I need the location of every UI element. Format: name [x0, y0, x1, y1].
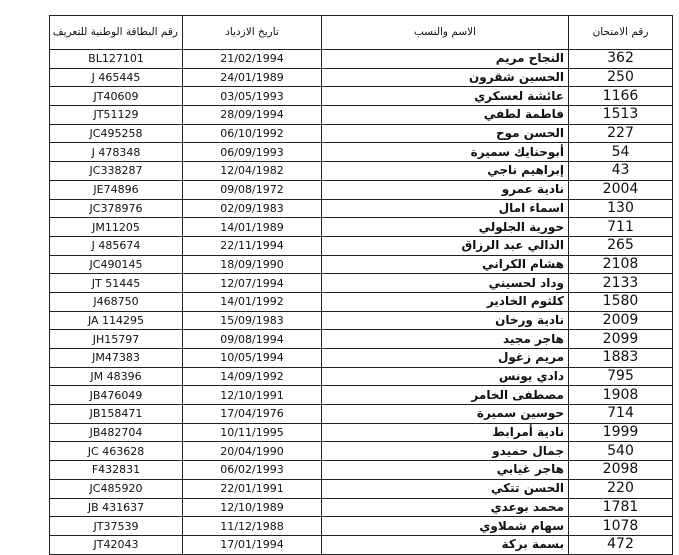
name-cell: حورية الجلولي [322, 218, 569, 237]
exam-number-cell: 714 [569, 405, 673, 424]
table-row [50, 218, 673, 237]
birth-date-cell: 28/09/1994 [183, 106, 322, 125]
table-row [50, 349, 673, 368]
id-card-cell: JC 463628 [50, 442, 183, 461]
exam-number-cell: 362 [569, 50, 673, 69]
id-card-cell: JT51129 [50, 106, 183, 125]
exam-number-cell: 540 [569, 442, 673, 461]
id-card-cell: JT40609 [50, 87, 183, 106]
birth-date-cell: 06/10/1992 [183, 124, 322, 143]
exam-number-cell: 2098 [569, 461, 673, 480]
id-card-cell: JC485920 [50, 479, 183, 498]
id-card-cell: BL127101 [50, 50, 183, 69]
id-card-cell: JB476049 [50, 386, 183, 405]
birth-date-cell: 17/04/1976 [183, 405, 322, 424]
id-card-cell: JB482704 [50, 423, 183, 442]
name-cell: عائشة لعسكري [322, 87, 569, 106]
id-card-cell: J 485674 [50, 236, 183, 255]
name-cell: الدالي عبد الرزاق [322, 236, 569, 255]
table-row [50, 330, 673, 349]
table-row [50, 162, 673, 181]
id-card-cell: JC490145 [50, 255, 183, 274]
id-card-cell: JM 48396 [50, 367, 183, 386]
name-cell: كلثوم الخادير [322, 292, 569, 311]
candidates-table [49, 15, 673, 555]
exam-number-cell: 2133 [569, 274, 673, 293]
name-cell: هشام الكراني [322, 255, 569, 274]
id-card-cell: F432831 [50, 461, 183, 480]
birth-date-cell: 12/07/1994 [183, 274, 322, 293]
exam-number-cell: 472 [569, 535, 673, 554]
id-card-cell: JC338287 [50, 162, 183, 181]
id-card-cell: JM11205 [50, 218, 183, 237]
exam-number-cell: 227 [569, 124, 673, 143]
header-exam-number: رقم الامتحان [569, 16, 673, 50]
birth-date-cell: 14/09/1992 [183, 367, 322, 386]
exam-number-cell: 1883 [569, 349, 673, 368]
birth-date-cell: 10/05/1994 [183, 349, 322, 368]
name-cell: هاجر غيابي [322, 461, 569, 480]
exam-number-cell: 250 [569, 68, 673, 87]
exam-number-cell: 1781 [569, 498, 673, 517]
table-row [50, 143, 673, 162]
exam-number-cell: 54 [569, 143, 673, 162]
exam-number-cell: 795 [569, 367, 673, 386]
name-cell: بسمة بركة [322, 535, 569, 554]
birth-date-cell: 12/10/1991 [183, 386, 322, 405]
birth-date-cell: 22/11/1994 [183, 236, 322, 255]
name-cell: نادية ورخان [322, 311, 569, 330]
name-cell: نادية عمرو [322, 180, 569, 199]
table-row [50, 274, 673, 293]
table-row [50, 124, 673, 143]
table-row [50, 87, 673, 106]
birth-date-cell: 12/10/1989 [183, 498, 322, 517]
birth-date-cell: 10/11/1995 [183, 423, 322, 442]
id-card-cell: J 478348 [50, 143, 183, 162]
header-full-name: الاسم والنسب [322, 16, 569, 50]
id-card-cell: JB158471 [50, 405, 183, 424]
name-cell: مصطفى الخامر [322, 386, 569, 405]
name-cell: إبراهيم ناجي [322, 162, 569, 181]
name-cell: حوسين سميرة [322, 405, 569, 424]
name-cell: سهام شملاوي [322, 517, 569, 536]
birth-date-cell: 17/01/1994 [183, 535, 322, 554]
table-row [50, 255, 673, 274]
birth-date-cell: 14/01/1989 [183, 218, 322, 237]
name-cell: أبوحنايك سميرة [322, 143, 569, 162]
table-row [50, 180, 673, 199]
id-card-cell: J468750 [50, 292, 183, 311]
name-cell: الحسين شقرون [322, 68, 569, 87]
table-row [50, 68, 673, 87]
id-card-cell: JC495258 [50, 124, 183, 143]
exam-number-cell: 220 [569, 479, 673, 498]
table-row [50, 367, 673, 386]
birth-date-cell: 14/01/1992 [183, 292, 322, 311]
birth-date-cell: 03/05/1993 [183, 87, 322, 106]
id-card-cell: JT37539 [50, 517, 183, 536]
exam-number-cell: 1580 [569, 292, 673, 311]
header-id-card: رقم البطاقة الوطنية للتعريف [50, 16, 183, 50]
exam-number-cell: 1908 [569, 386, 673, 405]
id-card-cell: JC378976 [50, 199, 183, 218]
birth-date-cell: 22/01/1991 [183, 479, 322, 498]
birth-date-cell: 20/04/1990 [183, 442, 322, 461]
exam-number-cell: 2099 [569, 330, 673, 349]
birth-date-cell: 06/02/1993 [183, 461, 322, 480]
birth-date-cell: 02/09/1983 [183, 199, 322, 218]
name-cell: اسماء امال [322, 199, 569, 218]
exam-number-cell: 1166 [569, 87, 673, 106]
name-cell: وداد لحسيني [322, 274, 569, 293]
birth-date-cell: 21/02/1994 [183, 50, 322, 69]
id-card-cell: JM47383 [50, 349, 183, 368]
table-row [50, 479, 673, 498]
name-cell: دادي يونس [322, 367, 569, 386]
name-cell: الحسن تتكي [322, 479, 569, 498]
table-row [50, 106, 673, 125]
table-row [50, 199, 673, 218]
table-row [50, 517, 673, 536]
birth-date-cell: 11/12/1988 [183, 517, 322, 536]
id-card-cell: JB 431637 [50, 498, 183, 517]
table-row [50, 535, 673, 554]
id-card-cell: J 465445 [50, 68, 183, 87]
id-card-cell: JA 114295 [50, 311, 183, 330]
exam-number-cell: 711 [569, 218, 673, 237]
exam-number-cell: 2009 [569, 311, 673, 330]
name-cell: نادية أمرابط [322, 423, 569, 442]
exam-number-cell: 265 [569, 236, 673, 255]
id-card-cell: JH15797 [50, 330, 183, 349]
birth-date-cell: 09/08/1972 [183, 180, 322, 199]
table-row [50, 498, 673, 517]
exam-number-cell: 1078 [569, 517, 673, 536]
exam-number-cell: 43 [569, 162, 673, 181]
id-card-cell: JE74896 [50, 180, 183, 199]
id-card-cell: JT42043 [50, 535, 183, 554]
header-birth-date: تاريخ الازدياد [183, 16, 322, 50]
name-cell: هاجر مجيد [322, 330, 569, 349]
birth-date-cell: 06/09/1993 [183, 143, 322, 162]
table-row [50, 292, 673, 311]
name-cell: جمال حميدو [322, 442, 569, 461]
table-header-row [50, 16, 673, 50]
name-cell: فاطمة لطفي [322, 106, 569, 125]
name-cell: النجاح مريم [322, 50, 569, 69]
table-row [50, 236, 673, 255]
exam-number-cell: 1513 [569, 106, 673, 125]
table-row [50, 423, 673, 442]
name-cell: مريم زغول [322, 349, 569, 368]
exam-number-cell: 2004 [569, 180, 673, 199]
table-row [50, 405, 673, 424]
exam-number-cell: 2108 [569, 255, 673, 274]
name-cell: الحسن موح [322, 124, 569, 143]
table-row [50, 50, 673, 69]
name-cell: محمد بوعدي [322, 498, 569, 517]
exam-number-cell: 1999 [569, 423, 673, 442]
table-row [50, 311, 673, 330]
birth-date-cell: 12/04/1982 [183, 162, 322, 181]
birth-date-cell: 24/01/1989 [183, 68, 322, 87]
birth-date-cell: 18/09/1990 [183, 255, 322, 274]
table-row [50, 461, 673, 480]
table-body [50, 50, 673, 555]
birth-date-cell: 15/09/1983 [183, 311, 322, 330]
birth-date-cell: 09/08/1994 [183, 330, 322, 349]
table-row [50, 386, 673, 405]
id-card-cell: JT 51445 [50, 274, 183, 293]
exam-number-cell: 130 [569, 199, 673, 218]
table-row [50, 442, 673, 461]
